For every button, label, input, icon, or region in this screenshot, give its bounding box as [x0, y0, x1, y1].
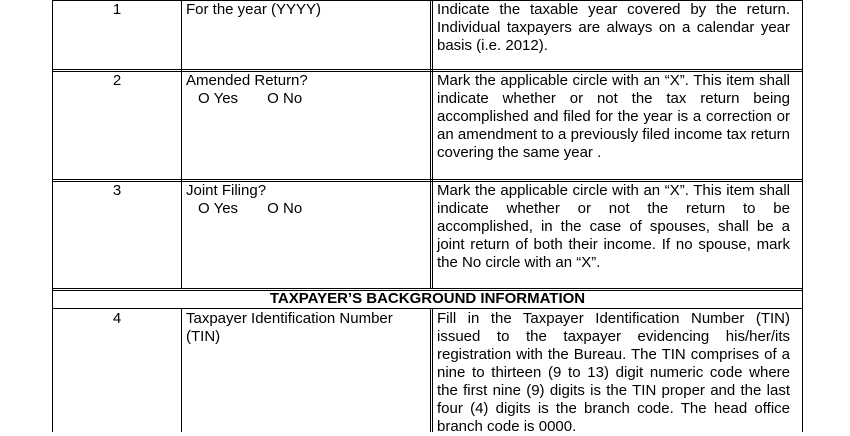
row-number: 4	[112, 310, 122, 327]
option-no: O No	[267, 90, 303, 107]
option-yes: O Yes	[198, 90, 239, 107]
field-label: For the year (YYYY)	[186, 1, 322, 18]
field-label-block	[186, 72, 426, 108]
column-divider	[181, 0, 182, 288]
field-description: Indicate the taxable year covered by the return. Individual taxpayers are always on a calendar year basis (i.e. 2012).	[437, 1, 790, 54]
field-label: Amended Return?	[186, 72, 308, 89]
column-divider	[181, 308, 182, 432]
field-label-block	[186, 182, 426, 218]
row-number: 2	[112, 72, 122, 89]
field-description: Mark the applicable circle with an “X”. This item shall indicate whether or not the return to be accomplished, in the case of spouses, shall be a joint return of both their income. If no spouse, mark the No circle with an “X”.	[437, 182, 790, 271]
field-description: Mark the applicable circle with an “X”. This item shall indicate whether or not the tax return being accomplished and filed for the year is a correction or an amendment to a previously filed income tax return covering the same year .	[437, 72, 790, 161]
column-divider	[430, 308, 433, 432]
section-header: TAXPAYER’S BACKGROUND INFORMATION	[269, 290, 586, 307]
field-label: Taxpayer Identification Number (TIN)	[186, 310, 393, 345]
field-description: Fill in the Taxpayer Identification Number (TIN) issued to the taxpayer evidencing his/her/its registration with the Bureau. The TIN comprises of a nine to thirteen (9 to 13) digit numeric code where the first nine (9) digits is the TIN proper and the last four (4) digits is the branch code. The head office branch code is 0000.	[437, 310, 790, 435]
row-divider	[53, 308, 802, 309]
instructions-table	[52, 0, 803, 435]
option-group	[186, 90, 426, 108]
option-no: O No	[267, 200, 303, 217]
field-label: Joint Filing?	[186, 182, 267, 199]
row-number: 3	[112, 182, 122, 199]
option-yes: O Yes	[198, 200, 239, 217]
column-divider	[430, 0, 433, 288]
row-number: 1	[112, 1, 122, 18]
option-group	[186, 200, 426, 218]
